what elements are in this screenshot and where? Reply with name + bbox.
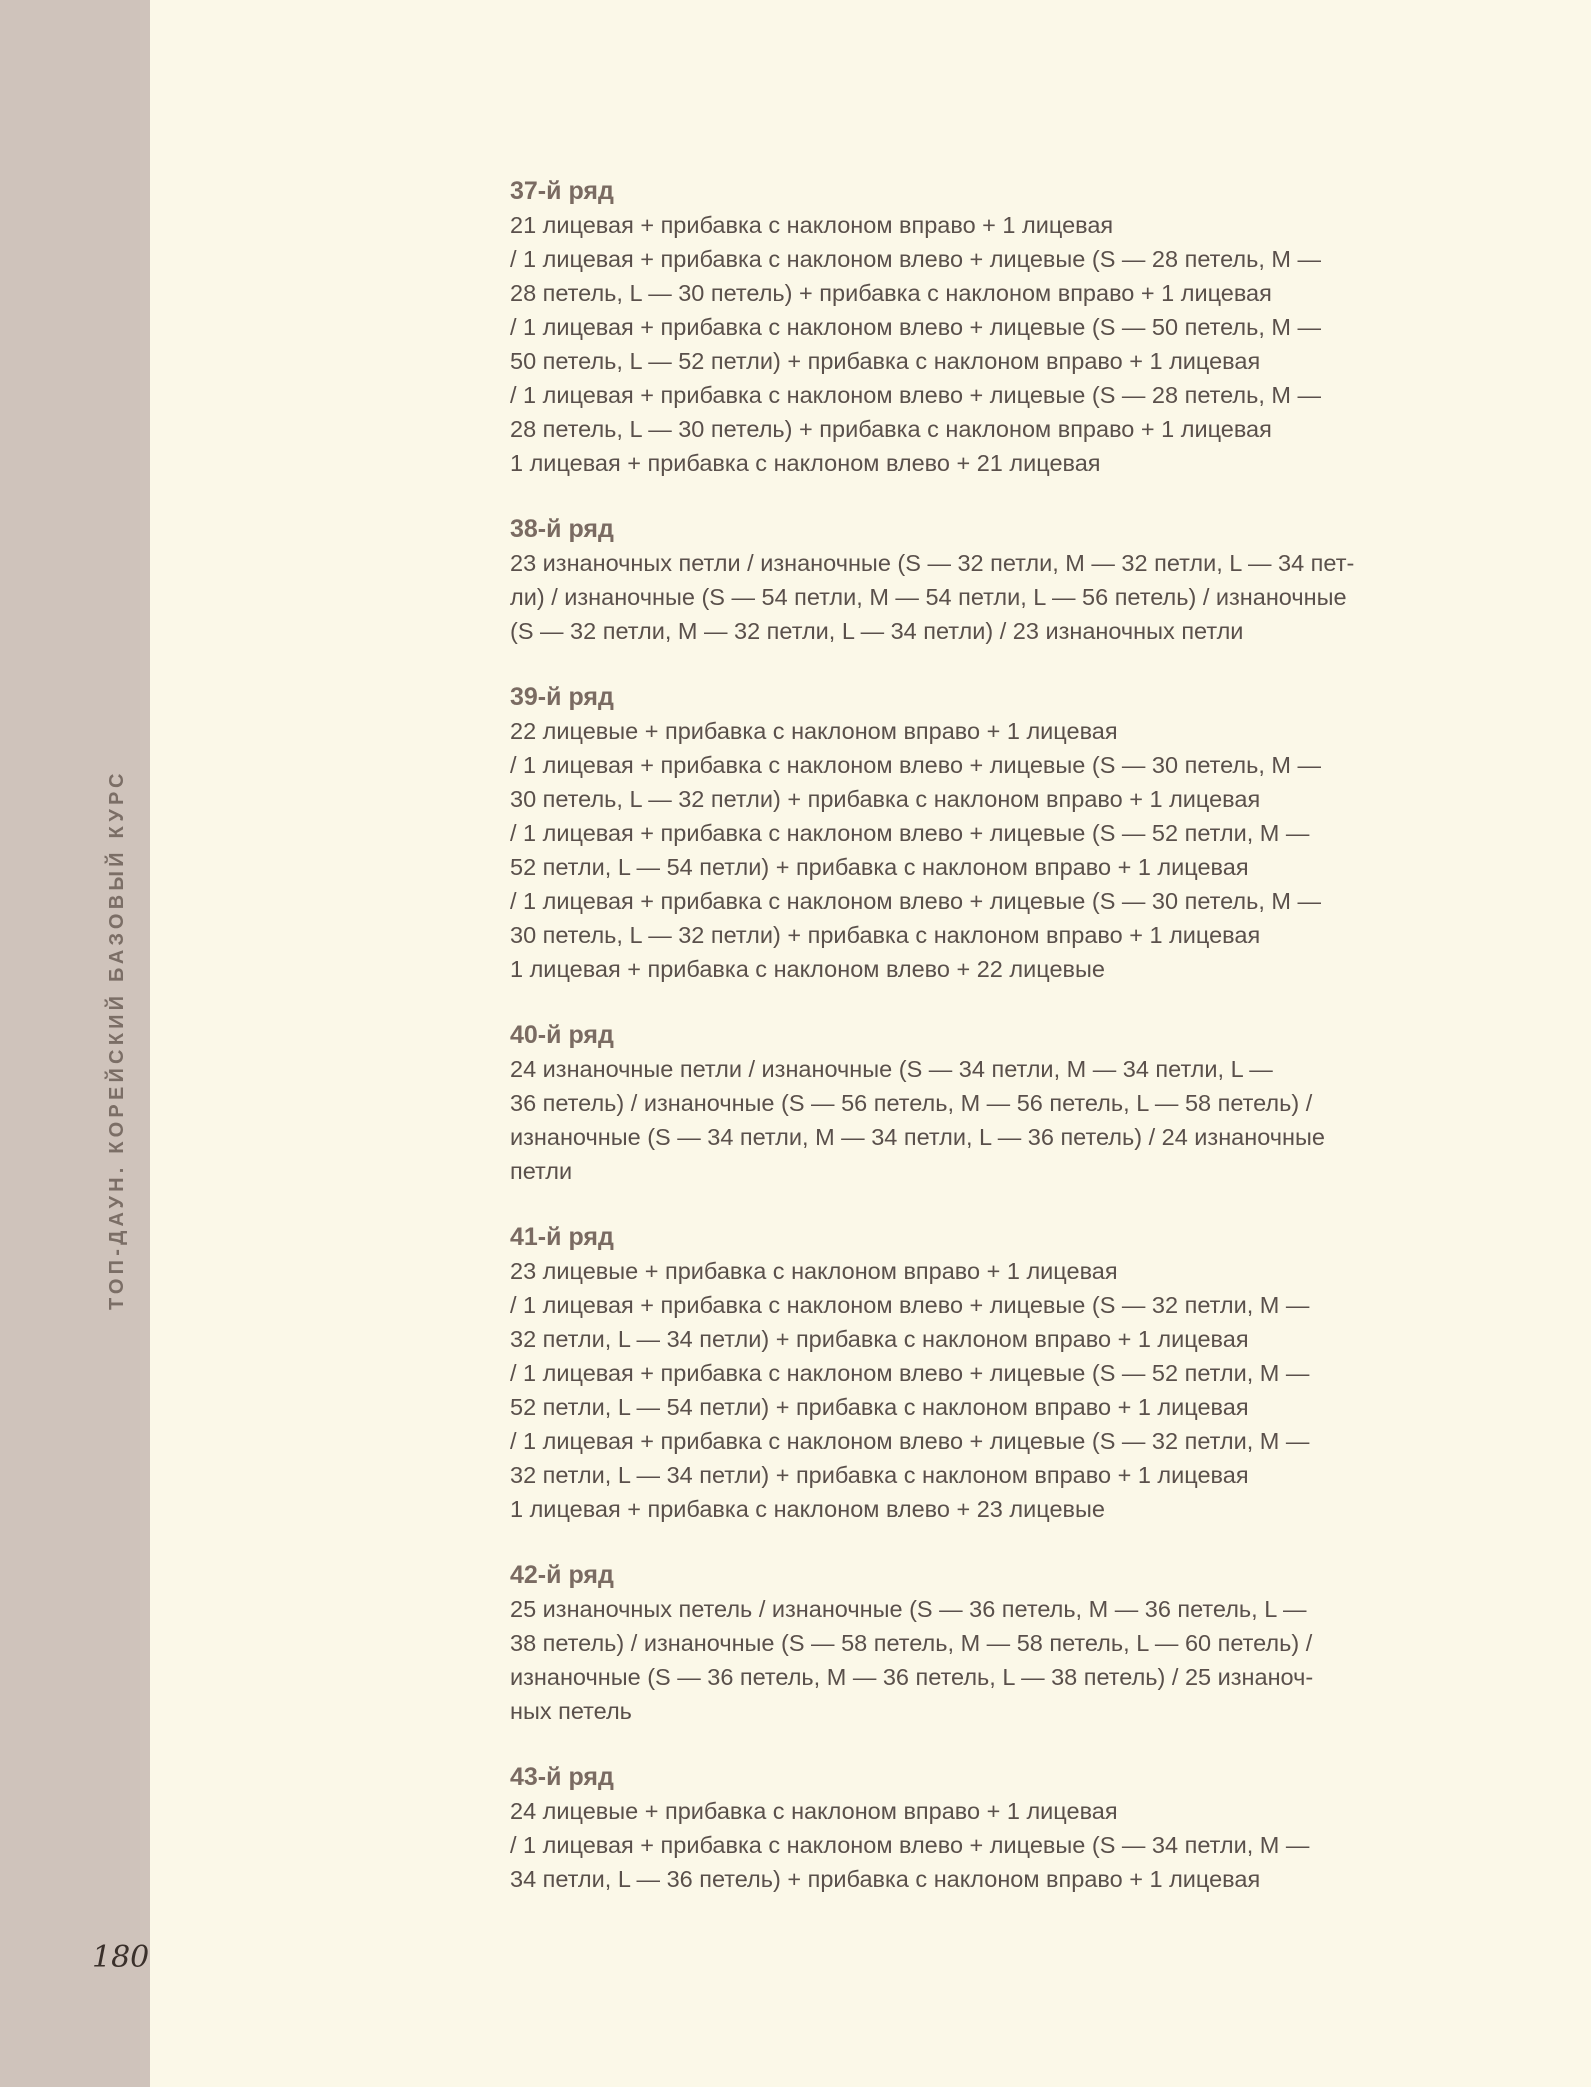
instruction-line: 24 лицевые + прибавка с наклоном вправо + 1 лицевая — [510, 1798, 1118, 1824]
pattern-instructions — [510, 174, 1400, 1928]
instruction-line: 50 петель, L — 52 петли) + прибавка с наклоном вправо + 1 лицевая — [510, 348, 1261, 374]
instruction-line: 28 петель, L — 30 петель) + прибавка с наклоном вправо + 1 лицевая — [510, 416, 1272, 442]
instruction-line: (S — 32 петли, M — 32 петли, L — 34 петли) / 23 изнаночных петли — [510, 618, 1244, 644]
instruction-line: изнаночные (S — 34 петли, M — 34 петли, L — 36 петель) / 24 изнаночные — [510, 1124, 1325, 1150]
instruction-line: / 1 лицевая + прибавка с наклоном влево + лицевые (S — 52 петли, M — — [510, 820, 1310, 846]
instruction-line: / 1 лицевая + прибавка с наклоном влево + лицевые (S — 28 петель, M — — [510, 382, 1322, 408]
instruction-line: 32 петли, L — 34 петли) + прибавка с наклоном вправо + 1 лицевая — [510, 1326, 1249, 1352]
row-heading: 39-й ряд — [510, 683, 614, 711]
row-block — [510, 1558, 1400, 1728]
instruction-line: 23 изнаночных петли / изнаночные (S — 32 петли, M — 32 петли, L — 34 пет- — [510, 550, 1355, 576]
instruction-line: / 1 лицевая + прибавка с наклоном влево + лицевые (S — 32 петли, M — — [510, 1428, 1310, 1454]
row-heading: 43-й ряд — [510, 1763, 614, 1791]
row-block — [510, 680, 1400, 986]
instruction-line: 1 лицевая + прибавка с наклоном влево + 22 лицевые — [510, 956, 1105, 982]
instruction-line: / 1 лицевая + прибавка с наклоном влево + лицевые (S — 28 петель, M — — [510, 246, 1322, 272]
instruction-line: / 1 лицевая + прибавка с наклоном влево + лицевые (S — 34 петли, M — — [510, 1832, 1310, 1858]
row-heading: 41-й ряд — [510, 1223, 614, 1251]
instruction-line: 23 лицевые + прибавка с наклоном вправо + 1 лицевая — [510, 1258, 1118, 1284]
instruction-line: / 1 лицевая + прибавка с наклоном влево + лицевые (S — 32 петли, M — — [510, 1292, 1310, 1318]
row-heading: 38-й ряд — [510, 515, 614, 543]
row-heading: 42-й ряд — [510, 1561, 614, 1589]
instruction-line: / 1 лицевая + прибавка с наклоном влево + лицевые (S — 50 петель, M — — [510, 314, 1322, 340]
instruction-line: 30 петель, L — 32 петли) + прибавка с наклоном вправо + 1 лицевая — [510, 922, 1261, 948]
instruction-line: / 1 лицевая + прибавка с наклоном влево + лицевые (S — 30 петель, M — — [510, 752, 1322, 778]
row-heading: 40-й ряд — [510, 1021, 614, 1049]
instruction-line: 24 изнаночные петли / изнаночные (S — 34 петли, M — 34 петли, L — — [510, 1056, 1273, 1082]
instruction-line: изнаночные (S — 36 петель, M — 36 петель, L — 38 петель) / 25 изнаноч- — [510, 1664, 1314, 1690]
instruction-line: 36 петель) / изнаночные (S — 56 петель, M — 56 петель, L — 58 петель) / — [510, 1090, 1313, 1116]
instruction-line: / 1 лицевая + прибавка с наклоном влево + лицевые (S — 30 петель, M — — [510, 888, 1322, 914]
row-block — [510, 512, 1400, 648]
row-block — [510, 1018, 1400, 1188]
instruction-line: 1 лицевая + прибавка с наклоном влево + 21 лицевая — [510, 450, 1101, 476]
instruction-line: ных петель — [510, 1698, 632, 1724]
instruction-line: 1 лицевая + прибавка с наклоном влево + 23 лицевые — [510, 1496, 1105, 1522]
instruction-line: 22 лицевые + прибавка с наклоном вправо + 1 лицевая — [510, 718, 1118, 744]
instruction-line: 52 петли, L — 54 петли) + прибавка с наклоном вправо + 1 лицевая — [510, 1394, 1249, 1420]
instruction-line: 28 петель, L — 30 петель) + прибавка с наклоном вправо + 1 лицевая — [510, 280, 1272, 306]
side-band — [0, 0, 150, 2087]
instruction-line: 32 петли, L — 34 петли) + прибавка с наклоном вправо + 1 лицевая — [510, 1462, 1249, 1488]
instruction-line: петли — [510, 1158, 573, 1184]
instruction-line: 21 лицевая + прибавка с наклоном вправо + 1 лицевая — [510, 212, 1114, 238]
instruction-line: / 1 лицевая + прибавка с наклоном влево + лицевые (S — 52 петли, M — — [510, 1360, 1310, 1386]
instruction-line: 30 петель, L — 32 петли) + прибавка с наклоном вправо + 1 лицевая — [510, 786, 1261, 812]
row-block — [510, 1760, 1400, 1896]
instruction-line: 52 петли, L — 54 петли) + прибавка с наклоном вправо + 1 лицевая — [510, 854, 1249, 880]
row-block — [510, 174, 1400, 480]
instruction-line: 34 петли, L — 36 петель) + прибавка с наклоном вправо + 1 лицевая — [510, 1866, 1261, 1892]
page-number: 180 — [92, 1940, 150, 1975]
book-title-vertical: ТОП-ДАУН. КОРЕЙСКИЙ БАЗОВЫЙ КУРС — [106, 769, 128, 1310]
instruction-line: ли) / изнаночные (S — 54 петли, M — 54 петли, L — 56 петель) / изнаночные — [510, 584, 1347, 610]
instruction-line: 25 изнаночных петель / изнаночные (S — 36 петель, M — 36 петель, L — — [510, 1596, 1307, 1622]
instruction-line: 38 петель) / изнаночные (S — 58 петель, M — 58 петель, L — 60 петель) / — [510, 1630, 1313, 1656]
row-heading: 37-й ряд — [510, 177, 614, 205]
row-block — [510, 1220, 1400, 1526]
